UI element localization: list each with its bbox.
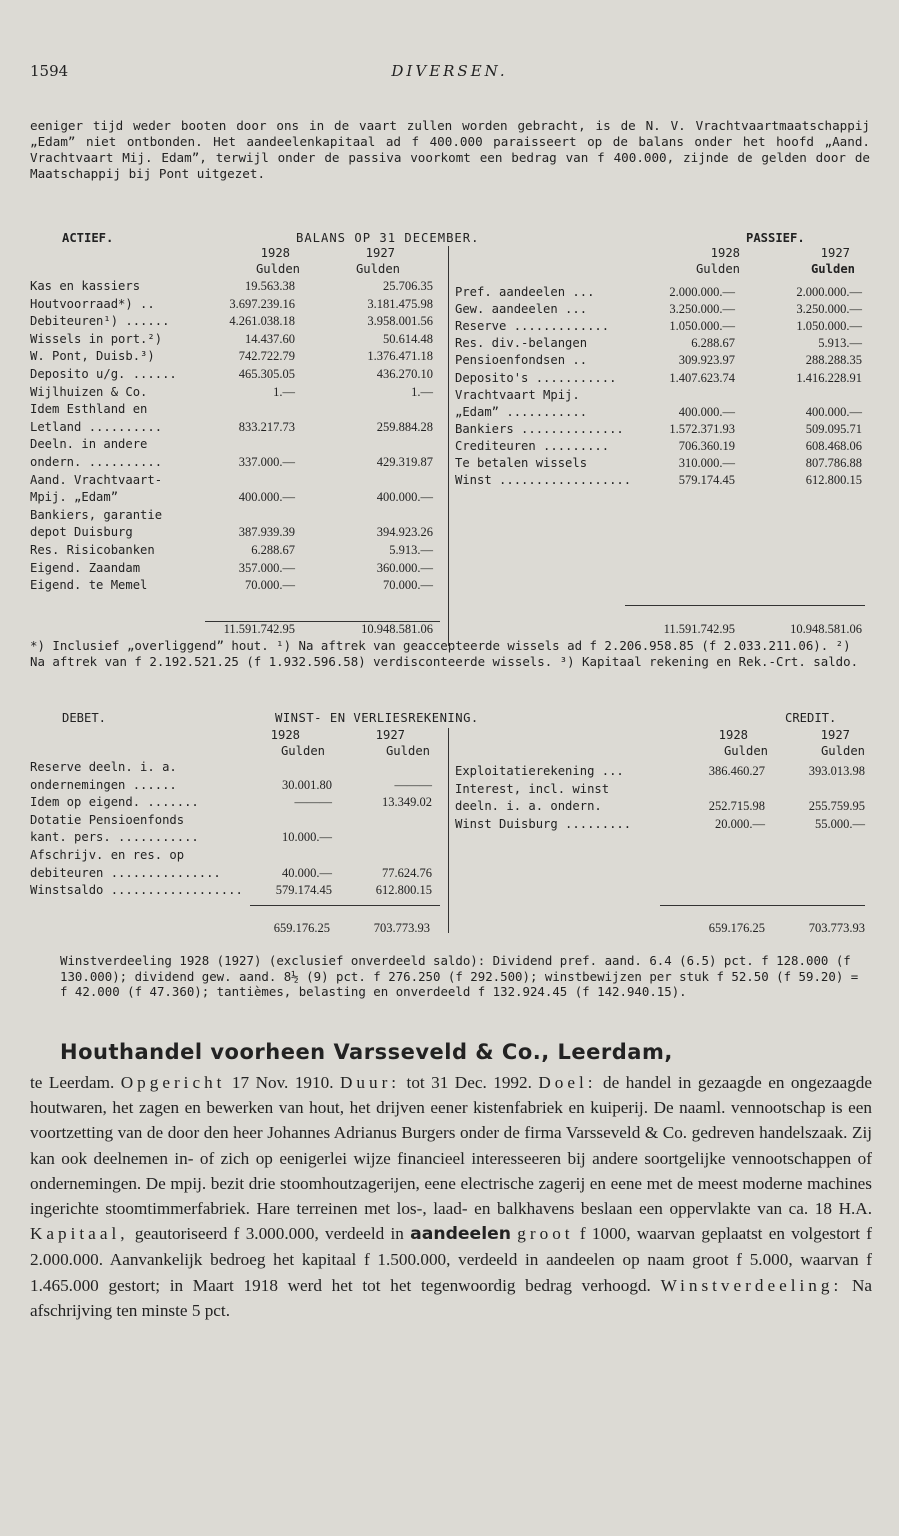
intro-paragraph: eeniger tijd weder booten door ons in de vaart zullen worden gebracht, is de N. V. Vrachtvaartmaatschappij „Edam” niet ontbonden. Het aandeelenkapitaal ad f 400.000 paraisseert op de balans onder het hoofd „Aand. Vrachtvaart Mij. Edam”, terwijl onder de passiva voorkomt een bedrag van f 400.000, zijnde de gelden door de Maatschappij bij Pont uitgezet. — [30, 118, 870, 181]
value-1928: 40.000.— — [282, 865, 332, 880]
winstverdeeling-label: Winstverdeeling: — [660, 1275, 843, 1295]
value-1928: 1.572.371.93 — [669, 421, 735, 436]
credit-heading: CREDIT. — [785, 711, 837, 725]
row-label: Gew. aandeelen ... — [455, 302, 588, 317]
value-1928: 706.360.19 — [678, 438, 735, 453]
row-label: Deposito's ........... — [455, 370, 617, 385]
balance-title: BALANS OP 31 DECEMBER. — [296, 231, 480, 245]
value-1928: 1.050.000.— — [669, 319, 735, 334]
row-label: Winstsaldo .................. — [30, 883, 243, 898]
running-title: DIVERSEN. — [391, 62, 508, 80]
value-1928: 357.000.— — [238, 560, 295, 575]
value-1927: 612.800.15 — [375, 883, 432, 898]
row-label: depot Duisburg — [30, 525, 133, 540]
row-label: Wijlhuizen & Co. — [30, 384, 148, 399]
value-1927: ——— — [394, 777, 432, 792]
total-value: 10.948.581.06 — [361, 622, 433, 636]
value-1927: 1.— — [411, 384, 433, 399]
row-label: Afschrijv. en res. op — [30, 848, 185, 862]
total-value: 11.591.742.95 — [223, 622, 295, 636]
value-1927: 509.095.71 — [805, 421, 862, 436]
row-label: Interest, incl. winst — [455, 781, 610, 796]
value-1927: 77.624.76 — [382, 865, 432, 880]
company-title: Houthandel voorheen Varsseveld & Co., Leerdam, — [60, 1040, 673, 1064]
row-label: Pref. aandeelen ... — [455, 285, 595, 299]
currency-header: Gulden — [810, 262, 855, 276]
row-label: ondern. .......... — [30, 455, 163, 469]
value-1927: 5.913.— — [389, 543, 433, 557]
company-location: te Leerdam. — [30, 1073, 115, 1092]
groot-label: groot — [517, 1224, 574, 1244]
value-1927: 5.913.— — [818, 336, 862, 351]
row-label: Aand. Vrachtvaart- — [30, 472, 163, 487]
value-1928: 30.001.80 — [282, 777, 332, 792]
value-1928: 309.923.97 — [678, 353, 735, 368]
row-label: debiteuren ............... — [30, 865, 221, 880]
value-1927: 360.000.— — [376, 560, 433, 575]
row-label: Eigend. Zaandam — [30, 560, 141, 575]
value-1927: 13.349.02 — [382, 795, 432, 810]
profit-distribution: Winstverdeeling 1928 (1927) (exclusief onverdeeld saldo): Dividend pref. aand. 6.4 (6.5) pct. f 128.000 (f 130.000); dividend gew. aand. 8½ (9) pct. f 276.250 (f 292.500); winstbewijzen per stuk f 52.50 (f 59.20) = f 42.000 (f 47.360); tantièmes, belasting en onverdeeld f 132.924.45 (f 142.940.15). — [60, 953, 859, 999]
year-header: 1928 — [718, 728, 748, 742]
row-label: Eigend. te Memel — [30, 578, 148, 593]
total-value: 659.176.25 — [273, 921, 330, 935]
row-label: Vrachtvaart Mpij. — [455, 387, 580, 402]
debet-heading: DEBET. — [62, 711, 107, 725]
currency-header: Gulden — [695, 262, 740, 276]
row-label: kant. pers. ........... — [30, 830, 199, 845]
value-1927: 25.706.35 — [383, 279, 433, 293]
row-label: Crediteuren ......... — [455, 438, 610, 453]
row-label: Reserve ............. — [455, 319, 610, 334]
currency-header: Gulden — [723, 744, 768, 758]
value-1927: 1.376.471.18 — [367, 349, 433, 364]
winst-title: WINST- EN VERLIESREKENING. — [275, 711, 479, 725]
value-1927: 429.319.87 — [376, 455, 433, 469]
aandeelen-label: aandeelen — [410, 1224, 511, 1245]
value-1928: 579.174.45 — [678, 473, 735, 488]
value-1927: 608.468.06 — [805, 438, 862, 453]
value-1928: 579.174.45 — [275, 883, 332, 898]
row-label: Deposito u/g. ...... — [30, 367, 177, 381]
value-1928: 3.250.000.— — [669, 302, 735, 317]
row-label: Bankiers, garantie — [30, 507, 163, 522]
total-value: 659.176.25 — [708, 921, 765, 935]
value-1927: 70.000.— — [383, 578, 433, 593]
duur-label: Duur: — [339, 1073, 401, 1092]
row-label: Houtvoorraad*) .. — [30, 296, 155, 311]
year-header: 1927 — [820, 246, 850, 260]
value-1928: 6.288.67 — [691, 336, 735, 351]
value-1927: 55.000.— — [815, 816, 865, 831]
row-label: Pensioenfondsen .. — [455, 353, 588, 368]
value-1928: 1.407.623.74 — [669, 370, 735, 385]
value-1928: 400.000.— — [238, 490, 295, 505]
value-1928: 19.563.38 — [245, 279, 295, 293]
value-1928: 386.460.27 — [708, 764, 765, 778]
value-1927: 400.000.— — [805, 404, 862, 419]
value-1927: 3.958.001.56 — [367, 314, 433, 329]
currency-header: Gulden — [255, 262, 300, 276]
balance-footnote: *) Inclusief „overliggend” hout. ¹) Na aftrek van geaccepteerde wissels ad f 2.206.958.85 (f 2.033.211.06). ²) Na aftrek van f 2.192.521.25 (f 1.932.596.58) verdisconteerde wissels. ³) Kapitaal rekening en Rek.-Crt. saldo. — [30, 638, 859, 669]
currency-header: Gulden — [355, 262, 400, 276]
total-value: 11.591.742.95 — [663, 622, 735, 636]
winstverdeeling-text: Na afschrijving ten minste 5 pct. — [30, 1275, 873, 1320]
duur-value: tot 31 Dec. 1992. — [406, 1073, 532, 1092]
kapitaal-text: geautoriseerd f 3.000.000, verdeeld in — [134, 1224, 404, 1244]
row-label: Idem op eigend. ....... — [30, 795, 199, 810]
year-header: 1927 — [365, 246, 395, 260]
passief-heading: PASSIEF. — [746, 231, 805, 245]
row-label: Deeln. in andere — [30, 437, 148, 452]
value-1928: 10.000.— — [282, 830, 332, 845]
row-label: Wissels in port.²) — [30, 331, 163, 346]
currency-header: Gulden — [280, 744, 325, 758]
value-1927: 612.800.15 — [805, 473, 862, 488]
value-1928: 465.305.05 — [238, 367, 295, 381]
row-label: Winst Duisburg ......... — [455, 816, 632, 831]
year-header: 1927 — [375, 728, 405, 742]
value-1928: 387.939.39 — [238, 525, 295, 540]
value-1928: 1.— — [273, 384, 295, 399]
currency-header: Gulden — [820, 744, 865, 758]
total-rule — [660, 905, 865, 906]
value-1927: 400.000.— — [376, 490, 433, 505]
value-1928: 2.000.000.— — [669, 285, 735, 299]
column-divider — [448, 728, 449, 933]
value-1927: 394.923.26 — [376, 525, 433, 540]
total-value: 10.948.581.06 — [790, 622, 862, 636]
row-label: Reserve deeln. i. a. — [30, 760, 177, 774]
value-1928: 310.000.— — [678, 456, 735, 470]
value-1928: 742.722.79 — [238, 349, 295, 364]
row-label: Winst .................. — [455, 473, 632, 488]
value-1927: 288.288.35 — [805, 353, 862, 368]
row-label: Mpij. „Edam” — [30, 490, 119, 505]
row-label: Exploitatierekening ... — [455, 764, 624, 778]
actief-heading: ACTIEF. — [62, 231, 114, 245]
value-1928: ——— — [294, 795, 332, 810]
value-1927: 3.250.000.— — [796, 302, 862, 317]
row-label: Debiteuren¹) ...... — [30, 314, 170, 329]
value-1927: 2.000.000.— — [796, 285, 862, 299]
value-1928: 3.697.239.16 — [229, 296, 295, 311]
value-1927: 1.050.000.— — [796, 319, 862, 334]
year-header: 1928 — [270, 728, 300, 742]
value-1927: 3.181.475.98 — [367, 296, 433, 311]
total-value: 703.773.93 — [373, 921, 430, 935]
opgericht-value: 17 Nov. 1910. — [231, 1073, 334, 1092]
row-label: Idem Esthland en — [30, 402, 148, 417]
row-label: Res. Risicobanken — [30, 543, 155, 557]
value-1928: 6.288.67 — [251, 543, 295, 557]
doel-label: Doel: — [538, 1073, 597, 1092]
year-header: 1928 — [260, 246, 290, 260]
row-label: W. Pont, Duisb.³) — [30, 349, 155, 364]
kapitaal-label: Kapitaal, — [30, 1224, 129, 1244]
row-label: deeln. i. a. ondern. — [455, 799, 602, 814]
year-header: 1928 — [710, 246, 740, 260]
value-1928: 70.000.— — [245, 578, 295, 593]
value-1928: 252.715.98 — [708, 799, 765, 814]
row-label: Res. div.-belangen — [455, 336, 588, 351]
value-1927: 436.270.10 — [376, 367, 433, 381]
groot-text: f 1000, waarvan geplaatst en volgestort f 2.000.000. Aanvankelijk bedroeg het kapitaal f 1.500.000, verdeeld in aandeelen op naam groot f 5.000, waarvan f 1.465.000 gestort; in Maart 1918 werd het tot het tegenwoordig bedrag verhoogd. — [30, 1224, 873, 1295]
value-1927: 255.759.95 — [808, 799, 865, 814]
total-value: 703.773.93 — [808, 921, 865, 935]
row-label: Te betalen wissels — [455, 456, 588, 470]
row-label: Letland .......... — [30, 419, 163, 434]
row-label: Bankiers .............. — [455, 421, 624, 436]
value-1927: 807.786.88 — [805, 456, 862, 470]
value-1928: 337.000.— — [238, 455, 295, 469]
year-header: 1927 — [820, 728, 850, 742]
page-number: 1594 — [30, 62, 69, 80]
doel-text: de handel in gezaagde en ongezaagde houtwaren, het zagen en bewerken van hout, het drijven eener kistenfabriek en kuiperij. De naaml. vennootschap is een voortzetting van de door den heer Johannes Adrianus Burgers onder de firma Varsseveld & Co. gedreven handelszaak. Zij kan ook deelnemen in- of zich op eenigerlei wijze financieel interesseeren bij andere soortgelijke vennootschappen of ondernemingen. De mpij. bezit drie stoomhoutzagerijen, eene electrische zagerij en eene met de meest moderne machines ingerichte stoomtimmerfabriek. Hare terreinen met los-, laad- en balkhavens beslaan een oppervlakte van ca. 18 H.A. — [30, 1073, 873, 1219]
value-1927: 50.614.48 — [383, 331, 433, 346]
value-1928: 833.217.73 — [238, 419, 295, 434]
value-1928: 20.000.— — [715, 816, 765, 831]
value-1927: 393.013.98 — [808, 764, 865, 778]
value-1927: 1.416.228.91 — [796, 370, 862, 385]
company-description — [30, 1070, 872, 1323]
value-1927: 259.884.28 — [376, 419, 433, 434]
total-rule — [250, 905, 440, 906]
row-label: ondernemingen ...... — [30, 777, 177, 792]
value-1928: 400.000.— — [678, 404, 735, 419]
row-label: „Edam” ........... — [455, 404, 588, 419]
row-label: Kas en kassiers — [30, 279, 141, 293]
currency-header: Gulden — [385, 744, 430, 758]
row-label: Dotatie Pensioenfonds — [30, 812, 185, 827]
value-1928: 4.261.038.18 — [229, 314, 295, 329]
value-1928: 14.437.60 — [245, 331, 295, 346]
opgericht-label: Opgericht — [120, 1073, 226, 1092]
